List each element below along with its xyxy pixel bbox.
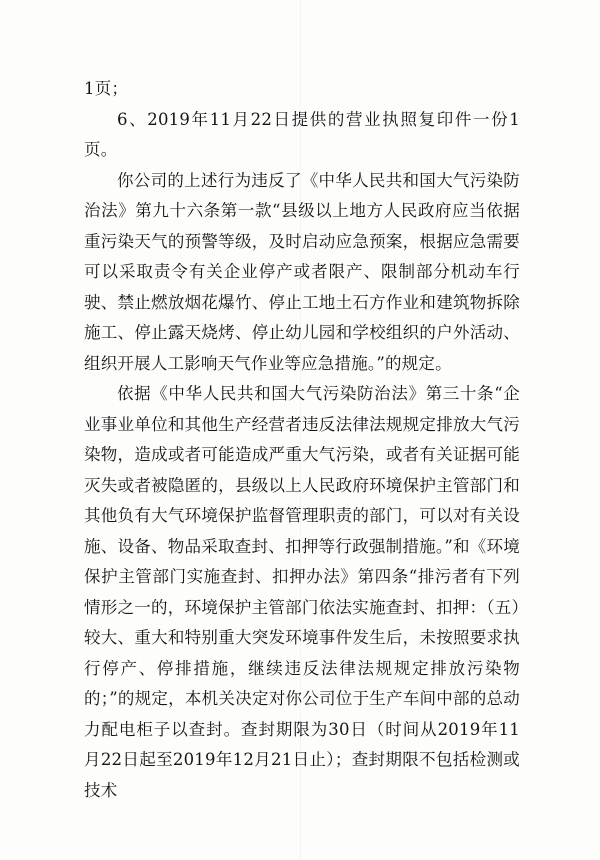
paragraph-decision: 依据《中华人民共和国大气污染防治法》第三十条“企业事业单位和其他生产经营者违反法律法规规定排放大气污染物，造成或者可能造成严重大气污染，或者有关证据可能灭失或者被隐匿的，县级以上人民政府环境保护主管部门和其他负有大气环境保护监督管理职责的部门，可以对有关设施、设备、物品采取查封、扣押等行政强制措施。”和《环境保护主管部门实施查封、扣押办法》第四条“排污者有下列情形之一的，环境保护主管部门依法实施查封、扣押：（五）较大、重大和特别重大突发环境事件发生后，未按照要求执行停产、停排措施，继续违反法律法规规定排放污染物的；”的规定，本机关决定对你公司位于生产车间中部的总动力配电柜子以查封。查封期限为30日（时间从2019年11月22日起至2019年12月21日止）；查封期限不包括检测或技术 [84,384,520,800]
paragraph-continuation: 1页； [84,79,129,98]
paragraph-item-6: 6、2019年11月22日提供的营业执照复印件一份1页。 [84,109,520,159]
document-body [84,74,520,806]
paragraph-violation: 你公司的上述行为违反了《中华人民共和国大气污染防治法》第九十六条第一款“县级以上地方人民政府应当依据重污染天气的预警等级，及时启动应急预案，根据应急需要可以采取责令有关企业停产或者限产、限制部分机动车行驶、禁止燃放烟花爆竹、停止工地土石方作业和建筑物拆除施工、停止露天烧烤、停止幼儿园和学校组织的户外活动、组织开展人工影响天气作业等应急措施。”的规定。 [84,170,520,373]
